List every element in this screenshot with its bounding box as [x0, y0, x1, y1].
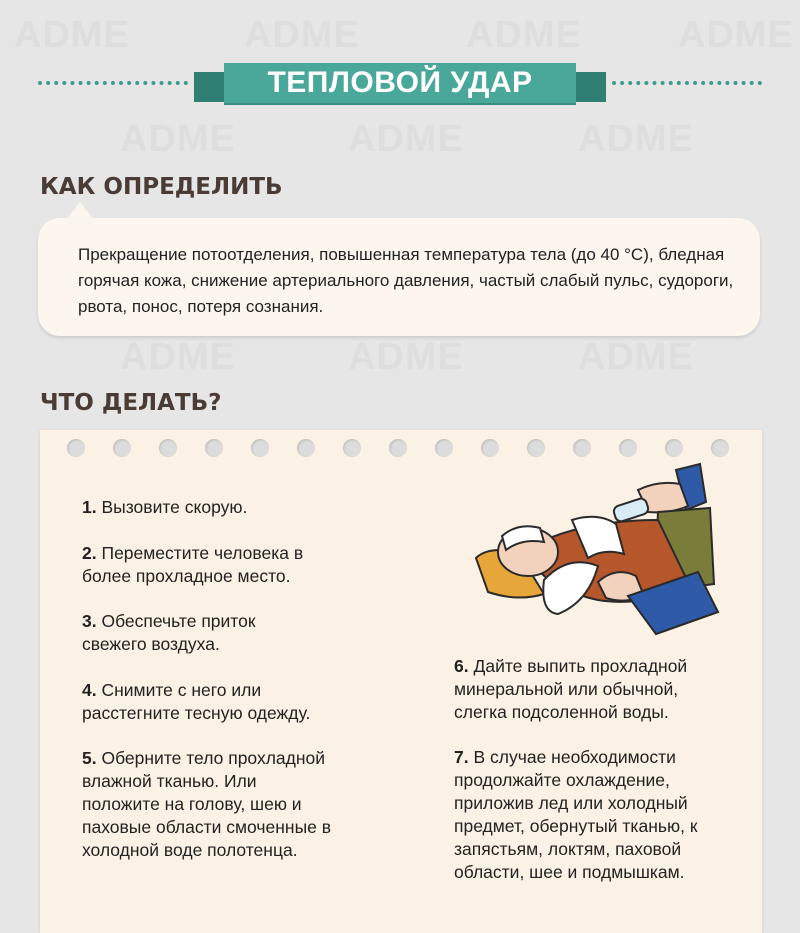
heatstroke-care-illustration-icon: [448, 462, 738, 642]
binder-hole: [297, 439, 315, 457]
step-number: 2.: [82, 543, 97, 563]
notepad-sheet: [40, 430, 762, 933]
watermark: ADME: [14, 14, 130, 56]
step-2: [82, 542, 332, 588]
binder-hole: [573, 439, 591, 457]
watermark: ADME: [348, 118, 464, 160]
step-number: 5.: [82, 748, 97, 768]
step-text: Снимите с него или расстегните тесную одежду.: [82, 680, 311, 723]
binder-hole: [67, 439, 85, 457]
binder-hole: [619, 439, 637, 457]
step-number: 1.: [82, 497, 97, 517]
binder-hole: [435, 439, 453, 457]
step-number: 3.: [82, 611, 97, 631]
step-6: [454, 655, 734, 724]
binder-hole: [251, 439, 269, 457]
watermark: ADME: [466, 14, 582, 56]
watermark: ADME: [120, 336, 236, 378]
step-text: Оберните тело прохладной влажной тканью. Или положите на голову, шею и паховые области смоченные в холодной воде полотенца.: [82, 748, 332, 860]
binder-hole: [481, 439, 499, 457]
binder-hole: [665, 439, 683, 457]
watermark: ADME: [244, 14, 360, 56]
step-1: [82, 496, 332, 519]
binder-hole: [389, 439, 407, 457]
step-number: 7.: [454, 747, 469, 767]
watermark: ADME: [348, 336, 464, 378]
page-title: ТЕПЛОВОЙ УДАР: [224, 63, 576, 103]
step-text: Переместите человека в более прохладное место.: [82, 543, 304, 586]
step-3: [82, 610, 312, 656]
step-number: 6.: [454, 656, 469, 676]
binder-hole: [343, 439, 361, 457]
step-4: [82, 679, 352, 725]
step-text: Дайте выпить прохладной минеральной или обычной, слегка подсоленной воды.: [454, 656, 688, 722]
step-text: Вызовите скорую.: [101, 497, 248, 517]
actions-heading: ЧТО ДЕЛАТЬ?: [40, 390, 222, 416]
step-5: [82, 747, 332, 862]
step-text: В случае необходимости продолжайте охлаждение, приложив лед или холодный предмет, обернутый тканью, к запястьям, локтям, паховой области, шее и подмышкам.: [454, 747, 698, 882]
watermark: ADME: [578, 118, 694, 160]
step-text: Обеспечьте приток свежего воздуха.: [82, 611, 256, 654]
symptoms-heading: КАК ОПРЕДЕЛИТЬ: [40, 174, 283, 200]
binder-hole: [113, 439, 131, 457]
step-7: [454, 746, 734, 884]
binder-hole: [205, 439, 223, 457]
binder-hole: [527, 439, 545, 457]
binder-hole: [159, 439, 177, 457]
symptoms-bubble: [38, 218, 760, 336]
symptoms-text: Прекращение потоотделения, повышенная температура тела (до 40 °С), бледная горячая кожа, снижение артериального давления, частый слабый пульс, судороги, рвота, понос, потеря сознания.: [78, 245, 734, 316]
watermark: ADME: [578, 336, 694, 378]
title-dotted-line-right: [612, 81, 762, 85]
title-dotted-line-left: [38, 81, 188, 85]
watermark: ADME: [678, 14, 794, 56]
binder-hole: [711, 439, 729, 457]
watermark: ADME: [120, 118, 236, 160]
step-number: 4.: [82, 680, 97, 700]
